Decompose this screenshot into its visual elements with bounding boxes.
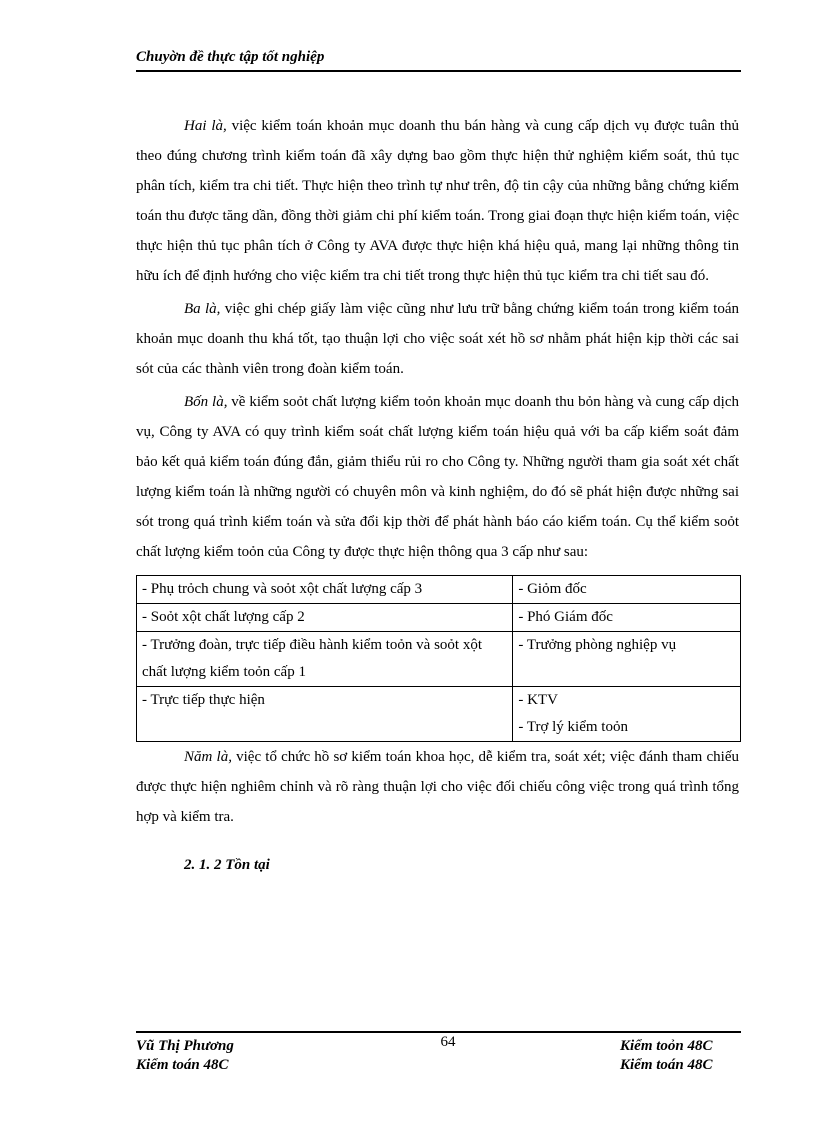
paragraph-lead: Bốn là,: [184, 394, 228, 410]
paragraph-lead: Năm là,: [184, 749, 232, 765]
table-cell-person: - Phó Giám đốc: [513, 604, 741, 632]
paragraph-bon-la: [136, 387, 739, 567]
paragraph-nam-la: [136, 742, 739, 832]
footer-class: Kiểm toán 48C: [620, 1057, 713, 1073]
header-rule: [136, 70, 741, 72]
table-row: [137, 687, 741, 742]
quality-control-table: [136, 575, 741, 742]
table-cell-role: - Trực tiếp thực hiện: [137, 687, 513, 742]
paragraph-lead: Ba là,: [184, 301, 221, 317]
paragraph-hai-la: [136, 111, 739, 291]
footer-right: [620, 1037, 713, 1075]
table-row: [137, 576, 741, 604]
footer-left: [136, 1037, 234, 1075]
table-cell-line: - Trợ lý kiểm toỏn: [518, 719, 628, 735]
table-cell-person: - Trưởng phòng nghiệp vụ: [513, 632, 741, 687]
document-body: [136, 111, 739, 880]
paragraph-ba-la: [136, 294, 739, 384]
header-title: Chuyờn đề thực tập tốt nghiệp: [136, 49, 325, 65]
paragraph-lead: Hai là,: [184, 118, 227, 134]
table-cell-role: - Phụ trỏch chung và soỏt xột chất lượng cấp 3: [137, 576, 513, 604]
footer-class: Kiểm toỏn 48C: [620, 1038, 713, 1054]
paragraph-text: việc tổ chức hồ sơ kiểm toán khoa học, dễ kiểm tra, soát xét; việc đánh tham chiếu được thực hiện nghiêm chỉnh và rõ ràng thuận lợi cho việc đối chiếu công việc trong quá trình tổng hợp và kiểm tra.: [136, 749, 739, 825]
table-cell-line: - KTV: [518, 692, 558, 708]
footer-author: Vũ Thị Phương: [136, 1038, 234, 1054]
paragraph-text: việc ghi chép giấy làm việc cũng như lưu trữ bằng chứng kiểm toán trong kiểm toán khoản mục doanh thu khá tốt, tạo thuận lợi cho việc soát xét hồ sơ nhằm phát hiện kịp thời các sai sót của các thành viên trong đoàn kiểm toán.: [136, 301, 739, 377]
paragraph-text: về kiểm soỏt chất lượng kiểm toỏn khoản mục doanh thu bỏn hàng và cung cấp dịch vụ, Công ty AVA có quy trình kiểm soát chất lượng kiểm toán hiệu quả với ba cấp kiểm soát đảm bảo kết quả kiểm toán đúng đắn, giảm thiểu rủi ro cho Công ty. Những người tham gia soát xét chất lượng kiểm toán là những người có chuyên môn và kinh nghiệm, do đó sẽ phát hiện được những sai sót trong quá trình kiểm toán và sửa đổi kịp thời để phát hành báo cáo kiểm toán. Cụ thể kiểm soỏt chất lượng kiểm toỏn của Công ty được thực hiện thông qua 3 cấp như sau:: [136, 394, 739, 560]
section-heading: 2. 1. 2 Tồn tại: [184, 857, 270, 873]
footer-rule: [136, 1031, 741, 1033]
footer-class: Kiểm toán 48C: [136, 1057, 229, 1073]
page-number: 64: [440, 1034, 456, 1050]
table-row: [137, 632, 741, 687]
table-cell-role: - Soỏt xột chất lượng cấp 2: [137, 604, 513, 632]
table-row: [137, 604, 741, 632]
table-cell-person: - Giỏm đốc: [513, 576, 741, 604]
table-cell-person: [513, 687, 741, 742]
table-cell-role: - Trưởng đoàn, trực tiếp điều hành kiểm toỏn và soỏt xột chất lượng kiểm toỏn cấp 1: [137, 632, 513, 687]
paragraph-text: việc kiểm toán khoản mục doanh thu bán hàng và cung cấp dịch vụ được tuân thủ theo đúng chương trình kiểm toán đã xây dựng bao gồm thực hiện thử nghiệm kiểm soát, thủ tục phân tích, kiểm tra chi tiết. Thực hiện theo trình tự như trên, độ tin cậy của những bằng chứng kiểm toán thu được tăng dần, đồng thời giảm chi phí kiểm toán. Trong giai đoạn thực hiện kiểm toán, việc thực hiện thủ tục phân tích ở Công ty AVA được thực hiện khá hiệu quả, mang lại những thông tin hữu ích để định hướng cho việc kiểm tra chi tiết trong thực hiện thủ tục kiểm tra chi tiết sau đó.: [136, 118, 739, 284]
